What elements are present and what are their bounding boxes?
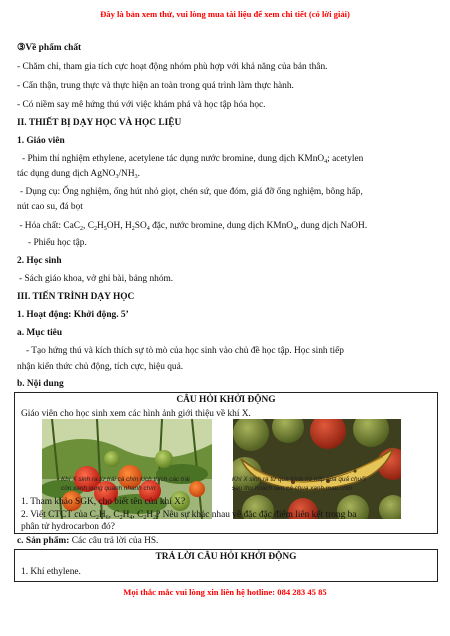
goal-heading: a. Mục tiêu: [17, 328, 63, 338]
quality-item-2: - Cẩn thận, trung thực và thực hiện an toàn trong quá trình làm thực hành.: [17, 81, 294, 91]
answer-1: 1. Khí ethylene.: [21, 567, 81, 577]
teacher-film: - Phim thí nghiệm ethylene, acetylene tác dụng nước bromine, dung dịch KMnO$_4$; acetylen: [22, 154, 364, 165]
content-heading: b. Nội dung: [17, 379, 64, 389]
teacher-heading: 1. Giáo viên: [17, 136, 65, 146]
caption-right-1: Khí X sinh ra từ quá trình hô hấp của quả chuối: [232, 476, 367, 483]
answer-box-title: TRẢ LỜI CÂU HỎI KHỞI ĐỘNG: [155, 552, 297, 562]
question-1: 1. Tham khảo SGK, cho biết tên của khí X?: [21, 497, 186, 507]
question-2: 2. Viết CTCT của $C_2H_6$, $C_2H_4$, $C_2H_2$? Nêu sự khác nhau về đặc đặc điểm liên kết trong ba: [21, 510, 357, 521]
question-box-title: CÂU HỎI KHỞI ĐỘNG: [176, 395, 276, 405]
activity-heading: 1. Hoạt động: Khởi động. 5’: [17, 310, 129, 320]
hotline-banner: Mọi thắc mắc vui lòng xin liên hệ hotline: 084 283 45 85: [123, 587, 327, 597]
qualities-heading: ③Về phẩm chất: [17, 43, 82, 53]
caption-right-2: sau thu hoạch làm cà chua xanh mau chín: [232, 485, 353, 492]
preview-banner: Đây là bản xem thử, vui lòng mua tài liệu để xem chi tiết (có lời giải): [100, 9, 350, 19]
banana-tomatoes-image: [233, 419, 401, 519]
section2-heading: II. THIẾT BỊ DẠY HỌC VÀ HỌC LIỆU: [17, 118, 182, 128]
question-box: [14, 392, 438, 534]
product-label: c. Sản phẩm:: [17, 536, 70, 546]
caption-left-1: Khí X sinh ra từ trái cà chín kích thích các trái: [61, 476, 190, 483]
question-intro: Giáo viên cho học sinh xem các hình ảnh giới thiệu về khí X.: [21, 409, 251, 419]
product-text: Các câu trả lời của HS.: [71, 536, 159, 546]
quality-item-1: - Chăm chỉ, tham gia tích cực hoạt động nhóm phù hợp với khả năng của bản thân.: [17, 62, 328, 72]
teacher-tools: - Dụng cụ: Ống nghiệm, ống hút nhỏ giọt, chén sứ, que đóm, giá đỡ ống nghiệm, bông hấp,: [20, 187, 363, 197]
teacher-chemicals: - Hóa chất: CaC$_2$, $C_2H_5OH$, $H_2SO_4$ đặc, nước bromine, dung dịch KMnO$_4$, dung dịch NaOH.: [17, 221, 368, 232]
section3-heading: III. TIẾN TRÌNH DẠY HỌC: [17, 292, 135, 302]
student-items: - Sách giáo khoa, vở ghi bài, bảng nhóm.: [19, 274, 174, 284]
teacher-tools-cont: nút cao su, đá bọt: [17, 202, 83, 212]
teacher-worksheet: - Phiếu học tập.: [28, 238, 87, 248]
caption-left-2: còn xanh xung quanh nhanh chín: [61, 485, 156, 492]
goal-text: - Tạo hứng thú và kích thích sự tò mò của học sinh vào chủ đề học tập. Học sinh tiếp: [26, 346, 344, 356]
teacher-film-cont: tác dụng dung dịch $AgNO_3/NH_3$.: [17, 169, 140, 180]
student-heading: 2. Học sinh: [17, 256, 62, 266]
quality-item-3: - Có niềm say mê hứng thú với việc khám phá và học tập hóa học.: [17, 100, 266, 110]
product-line: [17, 535, 158, 547]
answer-box: [14, 549, 438, 582]
question-2-cont: phân tử hydrocarbon đó?: [21, 522, 115, 532]
goal-text-cont: nhận kiến thức chủ động, tích cực, hiệu quả.: [17, 362, 184, 372]
